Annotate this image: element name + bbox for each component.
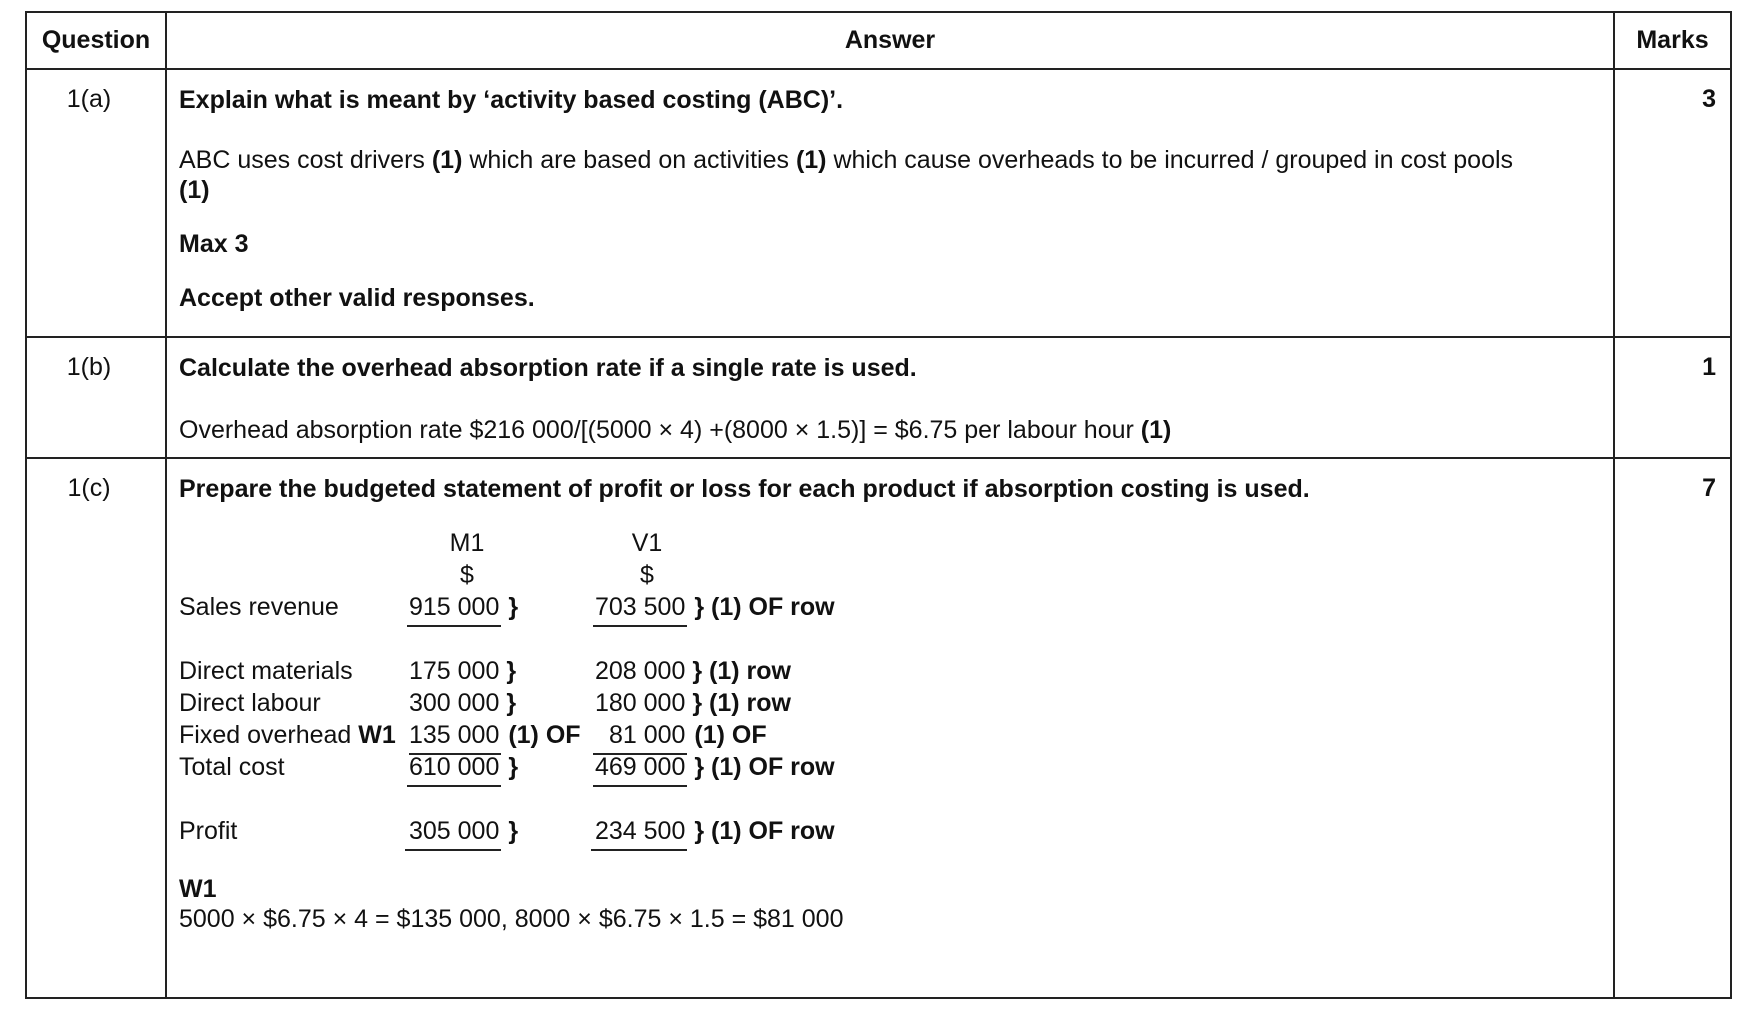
- row-label: Fixed overhead W1: [179, 721, 396, 749]
- statement-row-total: [179, 752, 1179, 816]
- mark-scheme-table: [25, 11, 1732, 999]
- answer-cell: [166, 458, 1614, 998]
- value-v1: 234 500: [591, 817, 687, 851]
- currency-v1: $: [640, 561, 654, 589]
- working-heading: W1: [179, 875, 217, 903]
- currency-m1: $: [460, 561, 474, 589]
- mark-m1: }: [506, 657, 517, 685]
- value-v1: 469 000: [593, 753, 687, 787]
- question-number: 1(b): [26, 337, 166, 458]
- marks-value: 1: [1614, 337, 1731, 458]
- statement-row-overhead: [179, 720, 1179, 752]
- mark-v1: } (1) OF row: [694, 817, 835, 845]
- mark-v1: } (1) row: [692, 689, 791, 717]
- question-number: 1(a): [26, 69, 166, 337]
- marks-value: 3: [1614, 69, 1731, 337]
- question-prompt: Explain what is meant by ‘activity based costing (ABC)’.: [179, 86, 844, 114]
- statement-row-labour: [179, 688, 1179, 720]
- marks-value: 7: [1614, 458, 1731, 998]
- question-row-1c: [26, 458, 1731, 998]
- statement-row-materials: [179, 656, 1179, 688]
- column-headings-row: [179, 528, 1179, 560]
- mark-m1: }: [506, 689, 517, 717]
- row-label: Direct materials: [179, 657, 353, 685]
- question-row-1a: [26, 69, 1731, 337]
- value-v1: 81 000: [593, 721, 687, 755]
- answer-text: ABC uses cost drivers (1) which are based on activities (1) which cause overheads to be incurred / grouped in cost pools (1): [179, 146, 1514, 204]
- mark-m1: (1) OF: [508, 721, 581, 749]
- accept-note: Accept other valid responses.: [179, 284, 535, 312]
- header-marks: Marks: [1614, 12, 1731, 69]
- mark-m1: }: [508, 817, 519, 845]
- answer-text: Overhead absorption rate $216 000/[(5000 × 4) +(8000 × 1.5)] = $6.75 per labour hour (1): [179, 416, 1172, 444]
- profit-loss-statement: [179, 528, 1179, 874]
- col-heading-v1: V1: [631, 529, 663, 557]
- value-m1: 135 000: [409, 721, 501, 755]
- currency-row: [179, 560, 1179, 592]
- header-row: [26, 12, 1731, 69]
- row-label: Direct labour: [179, 689, 321, 717]
- answer-cell: [166, 337, 1614, 458]
- header-answer: Answer: [166, 12, 1614, 69]
- mark-v1: } (1) row: [692, 657, 791, 685]
- col-heading-m1: M1: [449, 529, 485, 557]
- value-m1: 305 000: [405, 817, 501, 851]
- value-v1: 703 500: [593, 593, 687, 627]
- question-row-1b: [26, 337, 1731, 458]
- question-prompt: Calculate the overhead absorption rate if a single rate is used.: [179, 354, 917, 382]
- mark-m1: }: [508, 593, 519, 621]
- header-question: Question: [26, 12, 166, 69]
- statement-row-profit: [179, 816, 1179, 874]
- mark-v1: } (1) OF row: [694, 753, 835, 781]
- row-label: Profit: [179, 817, 238, 845]
- mark-v1: (1) OF: [694, 721, 767, 749]
- value-v1: 180 000: [595, 689, 686, 717]
- value-m1: 915 000: [407, 593, 501, 627]
- question-prompt: Prepare the budgeted statement of profit or loss for each product if absorption costing is used.: [179, 475, 1310, 503]
- value-m1: 300 000: [409, 689, 500, 717]
- row-label: Total cost: [179, 753, 285, 781]
- max-marks-note: Max 3: [179, 230, 249, 258]
- mark-m1: }: [508, 753, 519, 781]
- value-m1: 610 000: [407, 753, 501, 787]
- question-number: 1(c): [26, 458, 166, 998]
- value-v1: 208 000: [595, 657, 686, 685]
- statement-row-sales: [179, 592, 1179, 656]
- working-text: 5000 × $6.75 × 4 = $135 000, 8000 × $6.75 × 1.5 = $81 000: [179, 905, 844, 933]
- value-m1: 175 000: [409, 657, 500, 685]
- row-label: Sales revenue: [179, 593, 339, 621]
- mark-v1: } (1) OF row: [694, 593, 835, 621]
- answer-cell: [166, 69, 1614, 337]
